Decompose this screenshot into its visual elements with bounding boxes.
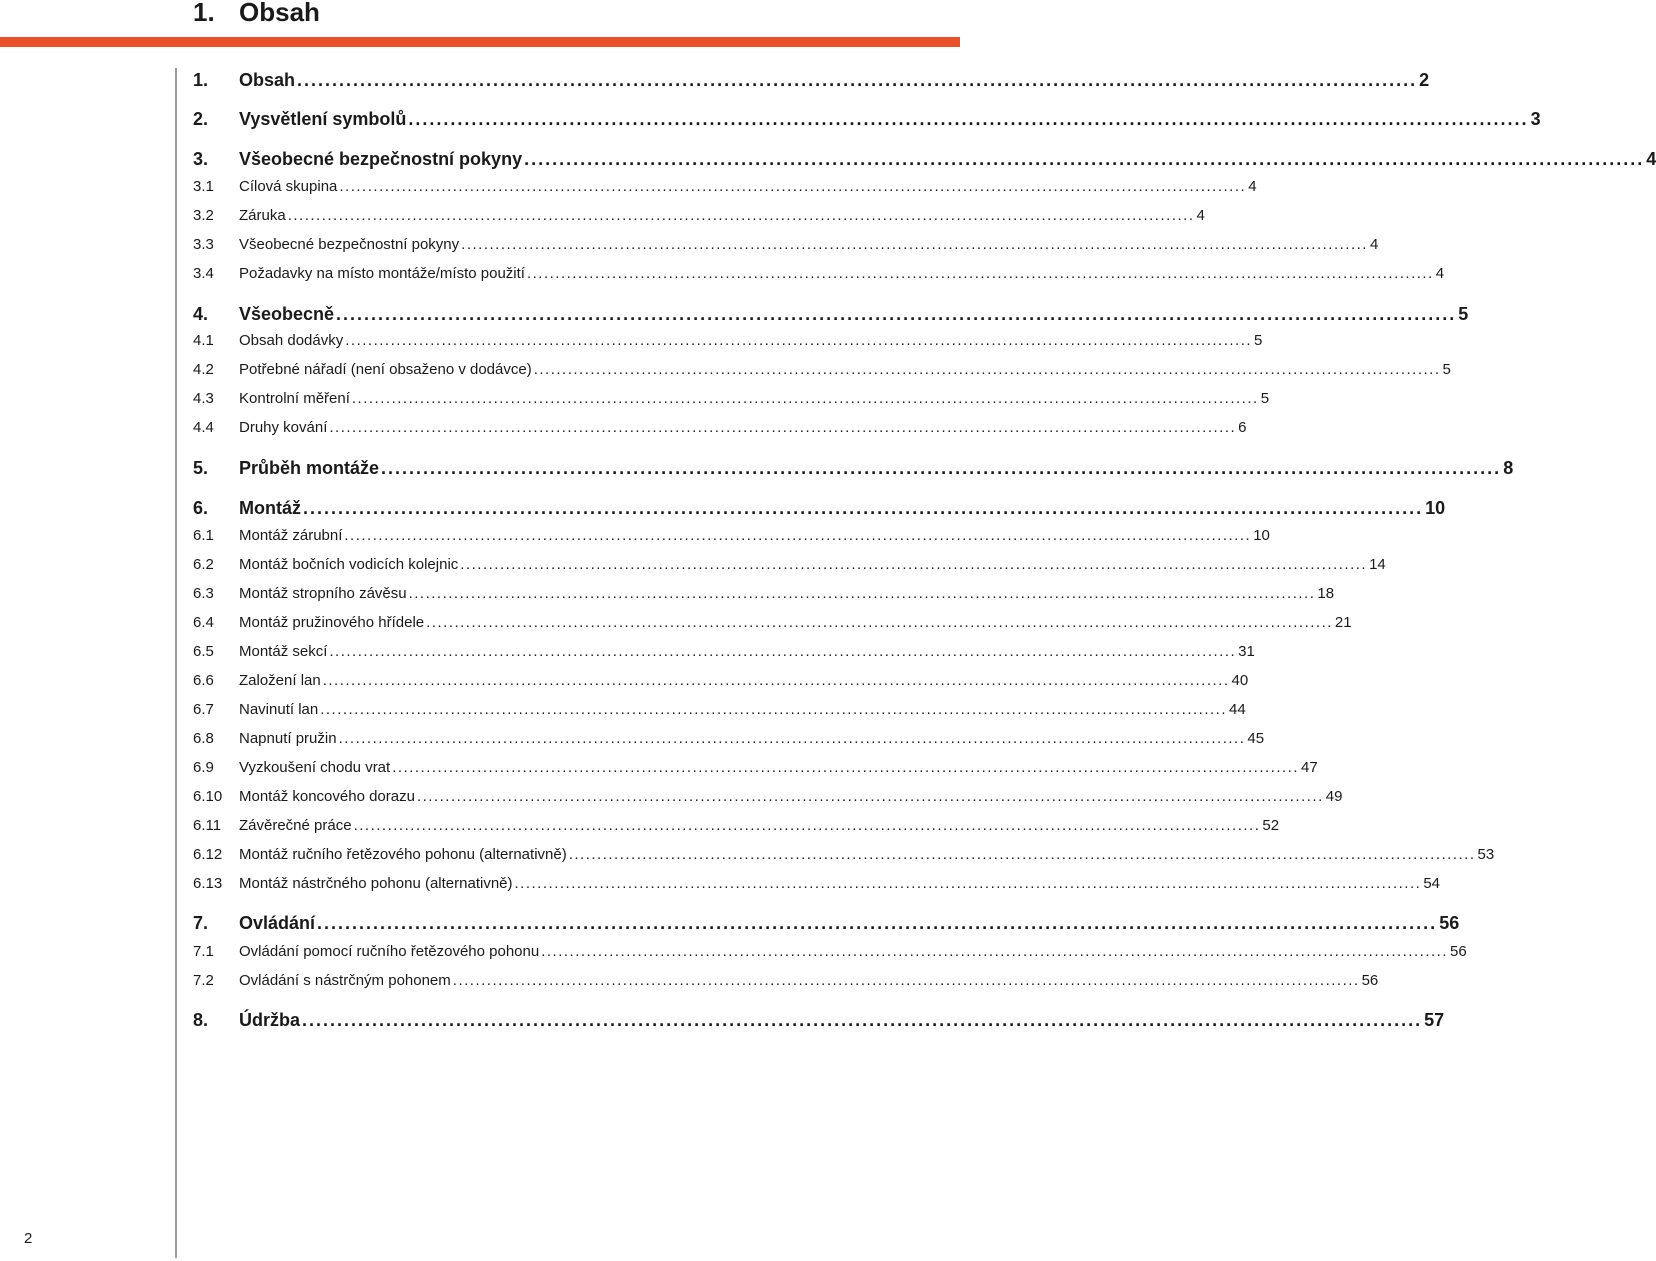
toc-entry-page: 10 (1425, 498, 1446, 518)
toc-section-row[interactable] (193, 611, 1352, 635)
toc-section-row[interactable] (193, 669, 1249, 693)
toc-entry-number: 1. (193, 70, 209, 90)
page-title-number: 1. (193, 0, 215, 27)
dot-leader: ................................................................................................................................................................ (381, 458, 1502, 478)
toc-entry-page: 5 (1458, 304, 1469, 324)
toc-entry-page: 6 (1238, 419, 1247, 436)
dot-leader: ................................................................................................................................................................ (353, 817, 1261, 834)
toc-entry-number: 6.7 (193, 701, 214, 718)
toc-entry-title[interactable]: Potřebné nářadí (není obsaženo v dodávce) (239, 361, 532, 378)
toc-entry-number: 3. (193, 149, 209, 169)
toc-entry-number: 6.10 (193, 788, 223, 805)
toc-entry-title[interactable]: Montáž bočních vodicích kolejnic (239, 556, 459, 573)
toc-entry-page: 53 (1477, 846, 1495, 863)
toc-section-row[interactable] (193, 969, 1379, 993)
accent-bar (0, 37, 960, 47)
toc-entry-number: 6.13 (193, 875, 223, 892)
page-title-text: Obsah (239, 0, 320, 27)
toc-chapter-row[interactable] (193, 454, 1514, 482)
page-title (193, 0, 320, 30)
toc-section-row[interactable] (193, 204, 1205, 228)
toc-entry-page: 5 (1254, 332, 1263, 349)
dot-leader: ................................................................................................................................................................ (452, 972, 1360, 989)
toc-chapter-row[interactable] (193, 300, 1469, 328)
dot-leader: ................................................................................................................................................................ (416, 788, 1324, 805)
toc-entry-title[interactable]: Obsah (239, 70, 296, 90)
dot-leader: ................................................................................................................................................................ (514, 875, 1422, 892)
toc-entry-page: 31 (1238, 643, 1255, 660)
toc-entry-page: 4 (1435, 265, 1445, 282)
toc-entry-title[interactable]: Všeobecné bezpečnostní pokyny (239, 149, 523, 169)
dot-leader: ................................................................................................................................................................ (461, 236, 1368, 253)
toc-entry-number: 7.2 (193, 972, 214, 989)
toc-entry-number: 4.1 (193, 332, 214, 349)
dot-leader: ................................................................................................................................................................ (338, 730, 1246, 747)
toc-entry-page: 5 (1442, 361, 1451, 378)
toc-entry-number: 6.6 (193, 672, 214, 689)
toc-entry-number: 4.2 (193, 361, 214, 378)
toc-entry-number: 3.2 (193, 207, 214, 224)
toc-entry-number: 6.8 (193, 730, 214, 747)
dot-leader: ................................................................................................................................................................ (320, 701, 1228, 718)
toc-entry-number: 3.1 (193, 178, 214, 195)
dot-leader: ................................................................................................................................................................ (392, 759, 1299, 776)
toc-entry-title[interactable]: Kontrolní měření (239, 390, 350, 407)
toc-entry-page: 52 (1262, 817, 1280, 834)
toc-section-row[interactable] (193, 756, 1318, 780)
toc-chapter-row[interactable] (193, 66, 1430, 94)
toc-section-row[interactable] (193, 329, 1263, 353)
toc-entry-page: 56 (1361, 972, 1379, 989)
toc-entry-title[interactable]: Vysvětlení symbolů (239, 109, 407, 129)
toc-entry-number: 3.4 (193, 265, 214, 282)
toc-entry-page: 47 (1301, 759, 1318, 776)
toc-entry-page: 8 (1503, 458, 1514, 478)
toc-entry-title[interactable]: Napnutí pružin (239, 730, 337, 747)
toc-entry-title[interactable]: Montáž nástrčného pohonu (alternativně) (239, 875, 513, 892)
toc-chapter-row[interactable] (193, 145, 1656, 173)
toc-section-row[interactable] (193, 524, 1270, 548)
toc-entry-number: 6.12 (193, 846, 223, 863)
toc-entry-title[interactable]: Průběh montáže (239, 458, 380, 478)
toc-entry-number: 2. (193, 109, 209, 129)
toc-entry-number: 6.3 (193, 585, 214, 602)
toc-entry-number: 5. (193, 458, 209, 478)
dot-leader: ................................................................................................................................................................ (287, 207, 1195, 224)
toc-entry-title[interactable]: Montáž koncového dorazu (239, 788, 415, 805)
toc-entry-page: 5 (1260, 390, 1270, 407)
toc-entry-title[interactable]: Požadavky na místo montáže/místo použití (239, 265, 525, 282)
toc-section-row[interactable] (193, 814, 1280, 838)
dot-leader: ................................................................................................................................................................ (541, 943, 1448, 960)
toc-entry-title[interactable]: Montáž pružinového hřídele (239, 614, 425, 631)
toc-entry-page: 14 (1369, 556, 1386, 573)
toc-entry-page: 56 (1450, 943, 1467, 960)
toc-entry-title[interactable]: Cílová skupina (239, 178, 338, 195)
toc-entry-number: 7.1 (193, 943, 214, 960)
dot-leader: ................................................................................................................................................................ (460, 556, 1368, 573)
toc-entry-title[interactable]: Montáž zárubní (239, 527, 343, 544)
toc-entry-number: 6.1 (193, 527, 214, 544)
toc-entry-title[interactable]: Údržba (239, 1010, 301, 1030)
toc-entry-title[interactable]: Vyzkoušení chodu vrat (239, 759, 391, 776)
toc-section-row[interactable] (193, 872, 1440, 896)
dot-leader: ................................................................................................................................................................ (322, 672, 1230, 689)
toc-entry-page: 3 (1530, 109, 1541, 129)
toc-entry-page: 49 (1325, 788, 1343, 805)
dot-leader: ................................................................................................................................................................ (329, 643, 1237, 660)
dot-leader: ................................................................................................................................................................ (568, 846, 1476, 863)
toc-entry-page: 21 (1334, 614, 1352, 631)
dot-leader: ................................................................................................................................................................ (345, 332, 1253, 349)
toc-entry-title[interactable]: Ovládání pomocí ručního řetězového pohonu (239, 943, 540, 960)
toc-entry-page: 40 (1231, 672, 1249, 689)
toc-section-row[interactable] (193, 175, 1257, 199)
toc-entry-number: 6. (193, 498, 209, 518)
toc-entry-title[interactable]: Montáž stropního závěsu (239, 585, 407, 602)
toc-section-row[interactable] (193, 553, 1386, 577)
toc-entry-number: 3.3 (193, 236, 214, 253)
dot-leader: ................................................................................................................................................................ (317, 913, 1438, 933)
toc-entry-title[interactable]: Založení lan (239, 672, 321, 689)
toc-section-row[interactable] (193, 785, 1343, 809)
dot-leader: ................................................................................................................................................................ (426, 614, 1333, 631)
toc-entry-title[interactable]: Záruka (239, 207, 286, 224)
toc-entry-number: 4.4 (193, 419, 214, 436)
toc-section-row[interactable] (193, 358, 1451, 382)
toc-entry-title[interactable]: Závěrečné práce (239, 817, 352, 834)
toc-section-row[interactable] (193, 416, 1247, 440)
toc-chapter-row[interactable] (193, 1006, 1445, 1034)
toc-entry-title[interactable]: Druhy kování (239, 419, 328, 436)
toc-entry-number: 4.3 (193, 390, 214, 407)
toc-section-row[interactable] (193, 843, 1495, 867)
toc-section-row[interactable] (193, 940, 1467, 964)
margin-rule (175, 68, 177, 1258)
toc-entry-title[interactable]: Ovládání (239, 913, 316, 933)
dot-leader: ................................................................................................................................................................ (339, 178, 1247, 195)
toc-entry-page: 4 (1196, 207, 1205, 224)
page-number: 2 (24, 1230, 33, 1247)
toc-entry-page: 2 (1419, 70, 1430, 90)
toc-entry-page: 10 (1253, 527, 1270, 544)
toc-entry-number: 6.9 (193, 759, 214, 776)
toc-entry-page: 4 (1248, 178, 1257, 195)
dot-leader: ................................................................................................................................................................ (408, 109, 1529, 129)
toc-entry-title[interactable]: Všeobecné bezpečnostní pokyny (239, 236, 460, 253)
toc-entry-number: 6.11 (193, 817, 222, 834)
toc-entry-title[interactable]: Montáž (239, 498, 301, 518)
toc-chapter-row[interactable] (193, 909, 1460, 937)
toc-section-row[interactable] (193, 640, 1255, 664)
dot-leader: ................................................................................................................................................................ (524, 149, 1645, 169)
toc-entry-number: 4. (193, 304, 209, 324)
toc-entry-title[interactable]: Montáž ručního řetězového pohonu (alternativně) (239, 846, 567, 863)
toc-entry-title[interactable]: Ovládání s nástrčným pohonem (239, 972, 451, 989)
toc-entry-page: 4 (1646, 149, 1656, 169)
toc-entry-page: 54 (1423, 875, 1440, 892)
dot-leader: ................................................................................................................................................................ (303, 498, 1424, 518)
dot-leader: ................................................................................................................................................................ (533, 361, 1441, 378)
toc-entry-title[interactable]: Všeobecně (239, 304, 335, 324)
dot-leader: ................................................................................................................................................................ (302, 1010, 1423, 1030)
toc-entry-number: 6.5 (193, 643, 214, 660)
toc-entry-title[interactable]: Obsah dodávky (239, 332, 344, 349)
toc-entry-page: 44 (1229, 701, 1246, 718)
toc-entry-page: 57 (1424, 1010, 1445, 1030)
toc-entry-title[interactable]: Montáž sekcí (239, 643, 328, 660)
toc-entry-page: 4 (1369, 236, 1379, 253)
toc-entry-page: 56 (1439, 913, 1460, 933)
toc-entry-number: 6.4 (193, 614, 214, 631)
dot-leader: ................................................................................................................................................................ (297, 70, 1418, 90)
toc-entry-number: 8. (193, 1010, 209, 1030)
dot-leader: ................................................................................................................................................................ (526, 265, 1434, 282)
dot-leader: ................................................................................................................................................................ (351, 390, 1259, 407)
dot-leader: ................................................................................................................................................................ (408, 585, 1316, 602)
dot-leader: ................................................................................................................................................................ (336, 304, 1457, 324)
toc-section-row[interactable] (193, 698, 1246, 722)
toc-entry-number: 7. (193, 913, 209, 933)
toc-chapter-row[interactable] (193, 494, 1446, 522)
toc-section-row[interactable] (193, 262, 1445, 286)
toc-section-row[interactable] (193, 233, 1379, 257)
toc-entry-page: 18 (1317, 585, 1335, 602)
toc-section-row[interactable] (193, 582, 1335, 606)
dot-leader: ................................................................................................................................................................ (329, 419, 1237, 436)
toc-chapter-row[interactable] (193, 105, 1541, 133)
toc-entry-page: 45 (1247, 730, 1265, 747)
toc-section-row[interactable] (193, 387, 1270, 411)
toc-entry-title[interactable]: Navinutí lan (239, 701, 319, 718)
toc-section-row[interactable] (193, 727, 1265, 751)
toc-entry-number: 6.2 (193, 556, 214, 573)
dot-leader: ................................................................................................................................................................ (344, 527, 1252, 544)
